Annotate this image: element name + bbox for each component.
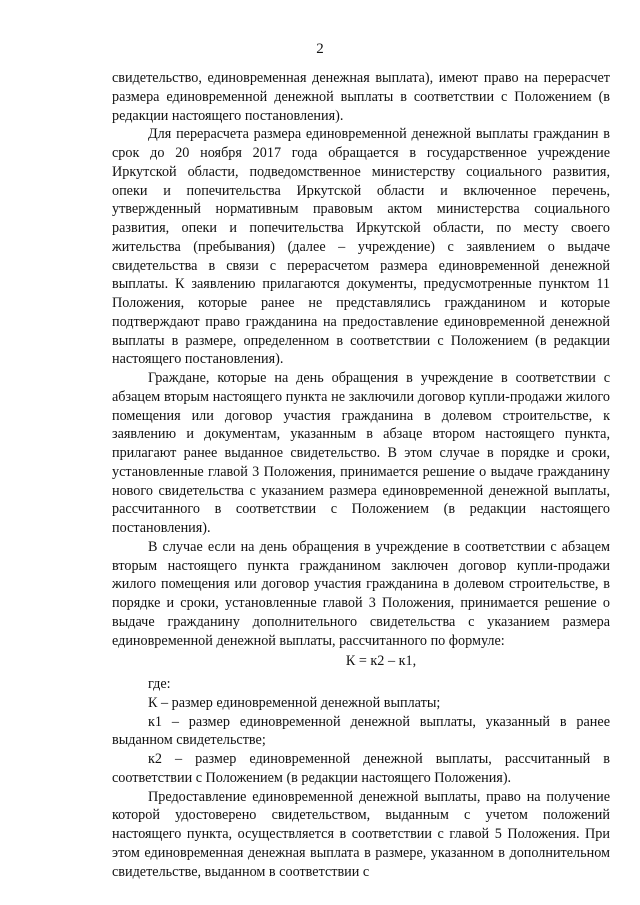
definition-k: К – размер единовременной денежной выплаты; [148,694,441,711]
document-body [112,69,610,881]
paragraph-no-contract: Граждане, которые на день обращения в учреждение в соответствии с абзацем вторым настоящего пункта не заключили договор купли-продажи жилого помещения или договор участия гражданина в долевом строительстве, к заявлению и документам, указанным в абзаце втором настоящего пункта, прилагают ранее выданное свидетельство. В этом случае в порядке и сроки, установленные главой 3 Положения, принимается решение о выдаче гражданину нового свидетельства с указанием размера единовременной денежной выплаты, рассчитанного в соответствии с Положением (в редакции настоящего постановления). [112,370,610,536]
definition-k1: к1 – размер единовременной денежной выплаты, указанный в ранее выданном свидетельстве; [112,713,610,749]
formula: К = к2 – к1, [345,653,417,670]
page-number: 2 [316,41,324,57]
definition-where: где: [148,676,171,692]
definition-k2: к2 – размер единовременной денежной выплаты, рассчитанный в соответствии с Положением (в редакции настоящего Положения). [112,751,610,786]
paragraph-closing: Предоставление единовременной денежной выплаты, право на получение которой удостоверено свидетельством, выданным с учетом положений настоящего пункта, осуществляется в соответствии с главой 5 Положения. При этом единовременная денежная выплата в размере, указанном в дополнительном свидетельстве, выданном в соответствии с [112,788,610,880]
paragraph-recalculation: Для перерасчета размера единовременной денежной выплаты гражданин в срок до 20 ноября 2017 года обращается в государственное учреждение Иркутской области, подведомственное министерству социального развития, опеки и попечительства Иркутской области и включенное перечень, утвержденный нормативным правовым актом министерства социального развития, опеки и попечительства Иркутской области, по месту своего жительства (пребывания) (далее – учреждение) с заявлением о выдаче свидетельства в связи с перерасчетом размера единовременной денежной выплаты. К заявлению прилагаются документы, предусмотренные пунктом 11 Положения, которые ранее не представлялись гражданином и которые подтверждают право гражданина на предоставление единовременной денежной выплаты в размере, определенном в соответствии с Положением (в редакции настоящего постановления). [112,126,610,368]
paragraph-continuation: свидетельство, единовременная денежная выплата), имеют право на перерасчет размера единовременной денежной выплаты в соответствии с Положением (в редакции настоящего постановления). [112,70,610,124]
paragraph-contract-concluded: В случае если на день обращения в учреждение в соответствии с абзацем вторым настоящего пункта гражданином заключен договор купли-продажи жилого помещения или договор участия гражданина в долевом строительстве, в порядке и сроки, установленные главой 3 Положения, принимается решение о выдаче гражданину дополнительного свидетельства с указанием размера единовременной денежной выплаты, рассчитанного по формуле: [112,538,610,649]
